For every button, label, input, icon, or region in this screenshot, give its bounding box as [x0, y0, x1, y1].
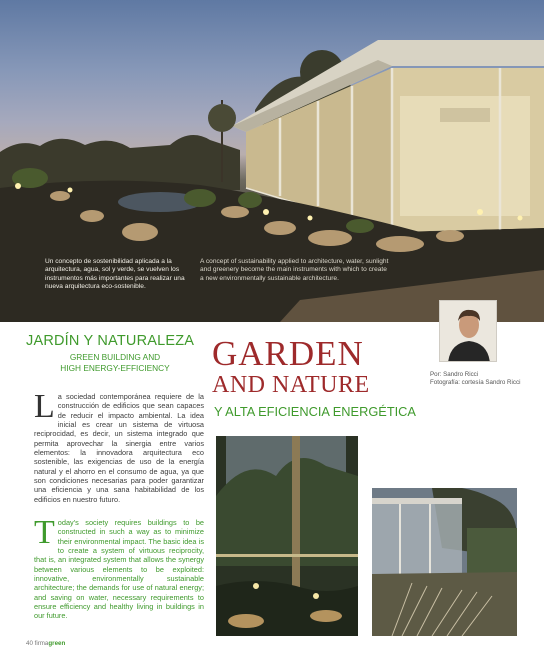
- glass-house-photo: [372, 488, 517, 636]
- spanish-dropcap: L: [34, 388, 55, 425]
- english-title-line-2: AND NATURE: [212, 372, 370, 398]
- garden-night-photo: [216, 436, 358, 636]
- spanish-subtitle-line-2: HIGH ENERGY-EFFICIENCY: [60, 363, 170, 373]
- page-number: 40: [26, 640, 33, 647]
- glass-house-illustration: [372, 488, 517, 636]
- author-byline: Por: Sandro Ricci: [430, 371, 479, 378]
- english-title-subtitle: Y ALTA EFICIENCIA ENERGÉTICA: [214, 404, 416, 419]
- english-title-line-1: GARDEN: [212, 334, 364, 373]
- english-body-text: [34, 514, 204, 621]
- author-photo: [439, 300, 497, 362]
- spanish-subtitle: [40, 352, 190, 374]
- author-credit: [430, 371, 540, 386]
- hero-caption-spanish: Un concepto de sostenibilidad aplicada a la arquitectura, agua, sol y verde, se vuelven los instrumentos más importantes para realizar una nueva arquitectura eco-sostenible.: [45, 258, 185, 291]
- garden-night-illustration: [216, 436, 358, 636]
- author-portrait-icon: [440, 301, 497, 362]
- magazine-name-prefix: firma: [34, 640, 49, 647]
- hero-photo: [0, 0, 544, 322]
- spanish-paragraph: a sociedad contemporánea requiere de la construcción de edificios que sean capaces de reducir el impacto ambiental. La idea inicial es crear un sistema de virtuosa reciprocidad, es decir, un sistema integrado que permita aprovechar la sinergia entre varios elementos: la innovadora arquitectura eco sostenible, las exigencias de uso de la energía natural y el ahorro en el consumo de agua, ya que son condiciones necesarias para poder garantizar una eficiencia y una sana habitabilidad de los edificios en nuestro futuro.: [34, 392, 204, 504]
- spanish-subtitle-line-1: GREEN BUILDING AND: [69, 352, 161, 362]
- spanish-body-text: [34, 388, 204, 504]
- english-paragraph: oday's society requires buildings to be constructed in such a way as to minimize their environmental impact. The basic idea is to create a system of virtuous reciprocity, that is, an integrated system that allows the synergy between various elements to be exploited: innovative, environmentally sustainable architecture; the demands for use of natural energy; and saving on water, necessary requirements to ensure efficiency and healthy living in buildings in our future.: [34, 518, 204, 621]
- english-dropcap: T: [34, 514, 55, 551]
- page-footer: [26, 640, 65, 647]
- spanish-title: JARDÍN Y NATURALEZA: [26, 333, 195, 349]
- hero-caption-english: A concept of sustainability applied to architecture, water, sunlight and greenery become the main instruments with which to create a new environmentally sustainable architecture.: [200, 258, 389, 282]
- magazine-name-brand: green: [48, 640, 66, 647]
- photo-credit: Fotografía: cortesía Sandro Ricci: [430, 378, 521, 386]
